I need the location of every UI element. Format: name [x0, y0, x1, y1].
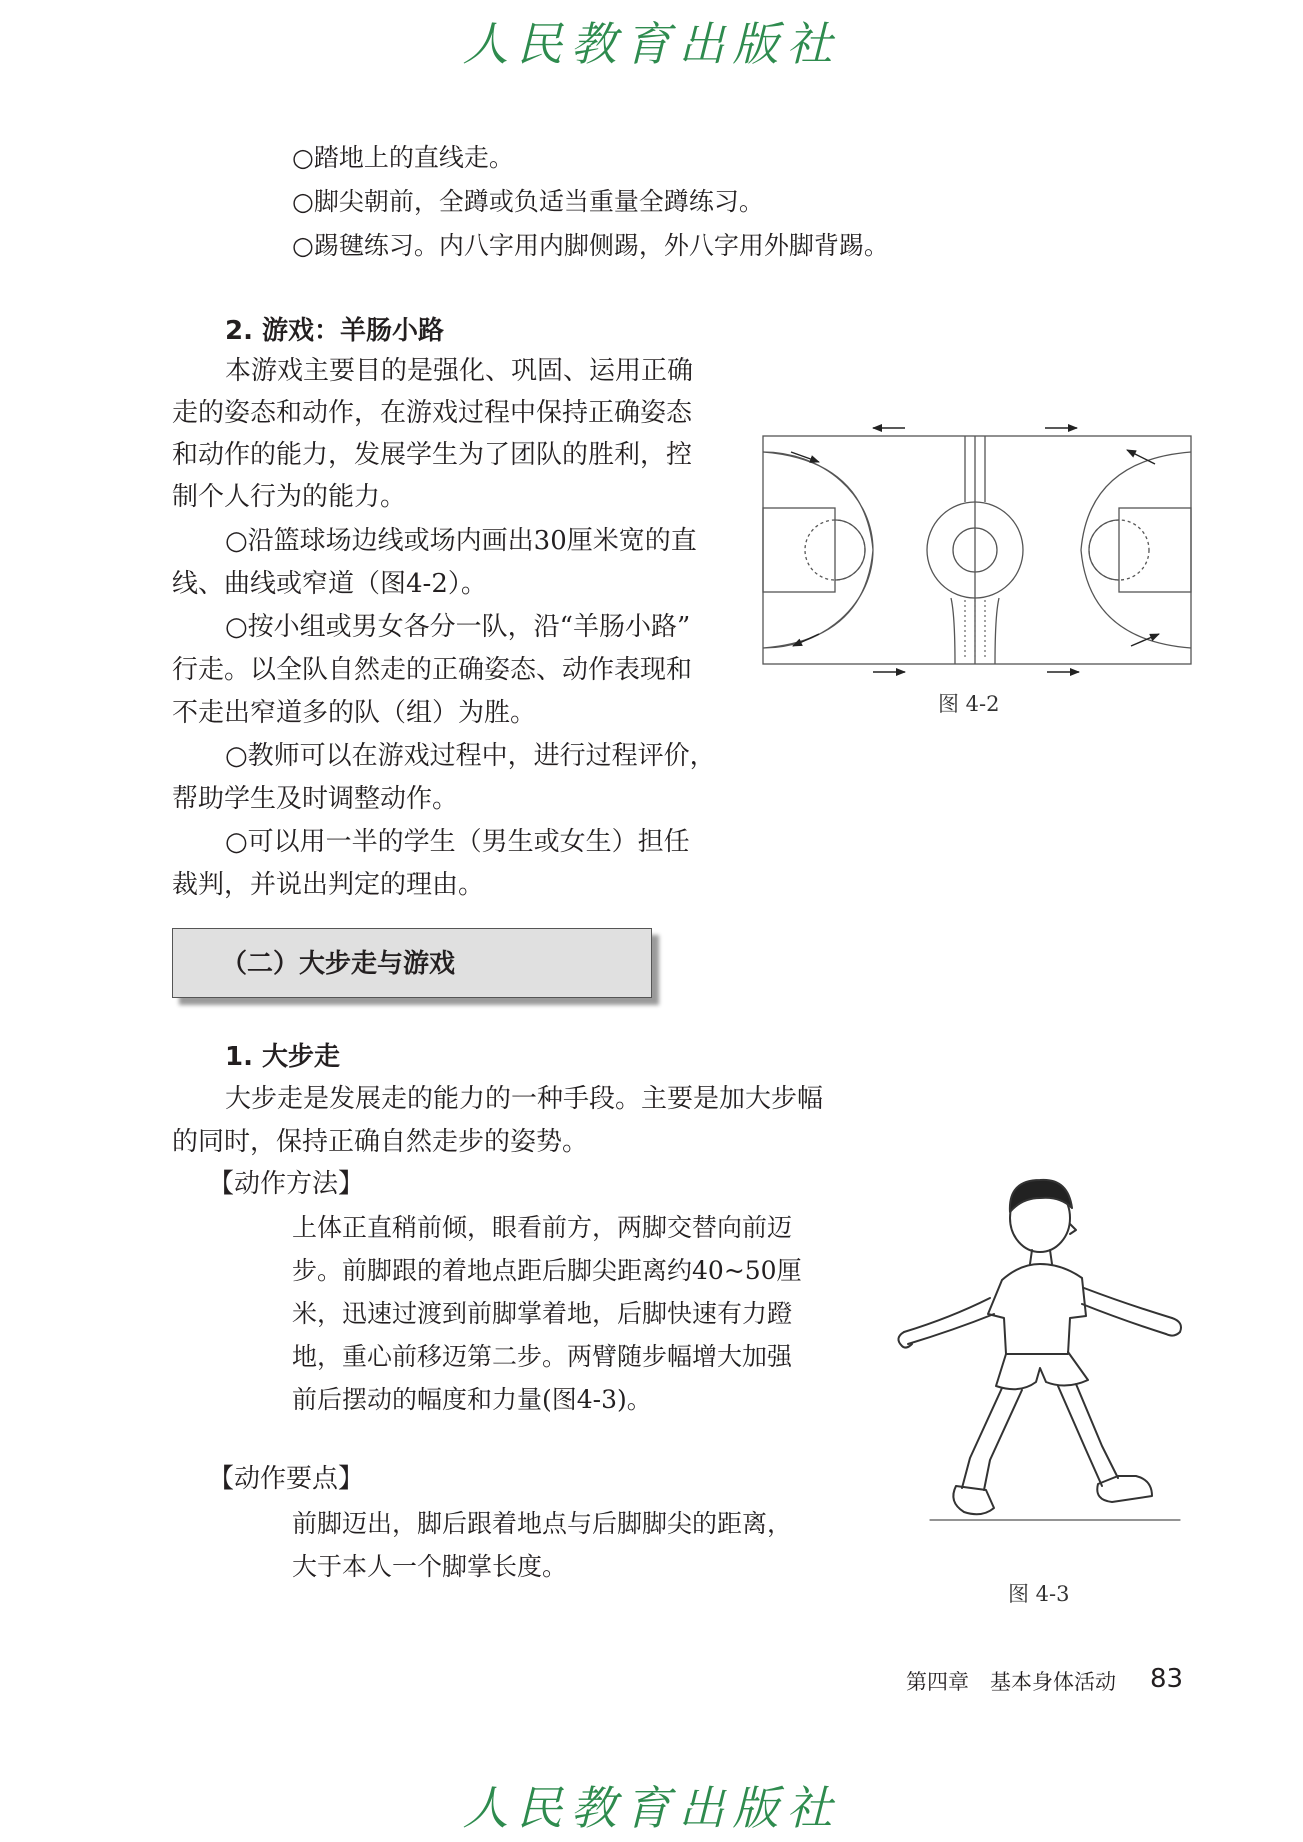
basketball-court-diagram — [755, 420, 1195, 680]
game-text-line: 本游戏主要目的是强化、巩固、运用正确 — [225, 356, 694, 386]
method-line: 上体正直稍前倾，眼看前方，两脚交替向前迈 — [292, 1213, 793, 1242]
chapter-footer: 第四章 基本身体活动 — [906, 1670, 1116, 1694]
game-text-line: 走的姿态和动作，在游戏过程中保持正确姿态 — [172, 398, 693, 428]
game-text-line: 裁判，并说出判定的理由。 — [172, 870, 485, 900]
publisher-footer: 人民教育出版社 — [462, 1781, 841, 1835]
figure-caption: 图 4-3 — [1008, 1582, 1070, 1606]
key-point-line: 前脚迈出，脚后跟着地点与后脚脚尖的距离， — [292, 1509, 793, 1538]
game-heading: 2. 游戏：羊肠小路 — [225, 316, 445, 346]
method-line: 米，迅速过渡到前脚掌着地，后脚快速有力蹬 — [292, 1299, 793, 1328]
stride-heading: 1. 大步走 — [225, 1042, 341, 1072]
game-text-line: 制个人行为的能力。 — [172, 482, 407, 512]
key-point-line: 大于本人一个脚掌长度。 — [292, 1552, 568, 1581]
list-item: ○踏地上的直线走。 — [292, 143, 514, 172]
walking-boy-illustration — [890, 1168, 1190, 1568]
method-line: 前后摆动的幅度和力量(图4-3)。 — [292, 1385, 652, 1414]
game-text-line: 帮助学生及时调整动作。 — [172, 784, 459, 814]
game-text-line: ○沿篮球场边线或场内画出30厘米宽的直 — [225, 526, 697, 556]
game-text-line: ○按小组或男女各分一队，沿“羊肠小路” — [225, 612, 691, 642]
key-points-label: 【动作要点】 — [208, 1464, 365, 1494]
game-text-line: ○可以用一半的学生（男生或女生）担任 — [225, 827, 690, 857]
method-line: 地，重心前移迈第二步。两臂随步幅增大加强 — [292, 1342, 793, 1371]
stride-intro-line: 的同时，保持正确自然走步的姿势。 — [172, 1127, 589, 1157]
game-text-line: ○教师可以在游戏过程中，进行过程评价， — [225, 741, 716, 771]
game-text-line: 行走。以全队自然走的正确姿态、动作表现和 — [172, 655, 693, 685]
game-text-line: 和动作的能力，发展学生为了团队的胜利，控 — [172, 440, 693, 470]
list-item: ○踢毽练习。内八字用内脚侧踢，外八字用外脚背踢。 — [292, 231, 889, 260]
publisher-header: 人民教育出版社 — [462, 17, 841, 71]
list-item: ○脚尖朝前，全蹲或负适当重量全蹲练习。 — [292, 187, 764, 216]
stride-intro-line: 大步走是发展走的能力的一种手段。主要是加大步幅 — [225, 1084, 824, 1114]
method-label: 【动作方法】 — [208, 1169, 365, 1199]
figure-caption: 图 4-2 — [938, 692, 1000, 716]
page-number: 83 — [1150, 1664, 1184, 1694]
section-title-box: （二）大步走与游戏 — [172, 928, 652, 998]
game-text-line: 不走出窄道多的队（组）为胜。 — [172, 698, 537, 728]
game-text-line: 线、曲线或窄道（图4-2）。 — [172, 569, 487, 599]
method-line: 步。前脚跟的着地点距后脚尖距离约40~50厘 — [292, 1256, 802, 1285]
